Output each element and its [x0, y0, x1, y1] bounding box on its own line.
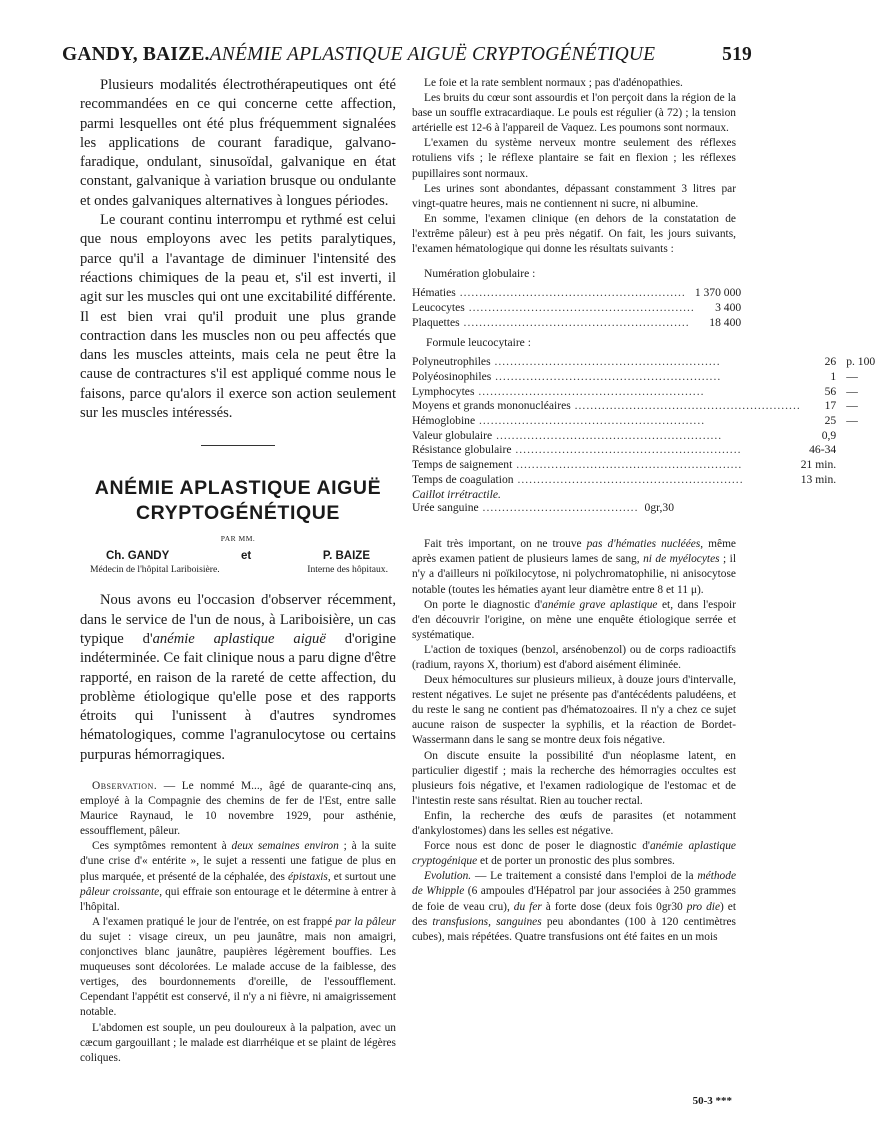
- observation-paragraph: A l'examen pratiqué le jour de l'entrée, on est frappé par la pâleur du sujet : visage cireux, un peu jaunâtre, mais non amaigri, conjonctives blanc jaunâtre, paupières légèrement bouffies. Les muqueuses sont décolorées. Le malade accuse de la faiblesse, des vertiges, des bourdonnements d'oreille, de l'essoufflement. Cependant l'appétit est conservé, il n'y a ni fièvre, ni amaigrissement notable.: [80, 915, 396, 1019]
- lab-row: Urée sanguine ........................................ 0gr,30: [412, 501, 736, 516]
- clinical-paragraph: Les urines sont abondantes, dépassant constamment 3 litres par vingt-quatre heures, mais ne contiennent ni sucre, ni albumine.: [412, 182, 736, 210]
- lab-row: Lymphocytes .......................................................... 56 —: [412, 385, 875, 400]
- lab-unit: [747, 316, 751, 331]
- lab-unit: —: [846, 399, 858, 413]
- lab-value: 1 370 000: [694, 286, 742, 300]
- lab-name: Temps de coagulation: [412, 472, 514, 486]
- author-gandy: Ch. GANDY: [106, 550, 170, 563]
- lab-unit: [842, 458, 875, 473]
- uree-table: [412, 501, 736, 516]
- lab-row: Moyens et grands mononucléaires .......................................................... 17 —: [412, 399, 875, 414]
- lab-row: Résistance globulaire .......................................................... 46-34: [412, 443, 875, 458]
- intro-paragraph: Plusieurs modalités électrothérapeutiques ont été recommandées en ce qui concerne cette affection, parmi lesquelles ont été plus fréquemment signalées les applications de courant faradique, galvano-faradique, ondulant, sinusoïdal, galvanique en état constant, galvanique à variation brusque ou ondulante et ondes galvaniques alternatives à longues périodes.: [80, 77, 396, 209]
- formule-table: [412, 355, 875, 487]
- lab-name: Leucocytes: [412, 300, 465, 314]
- authors-row: [80, 550, 396, 562]
- lab-name: Moyens et grands mononucléaires: [412, 399, 571, 413]
- lab-value: 56: [824, 384, 837, 398]
- diagnosis-paragraph: On porte le diagnostic d'anémie grave aplastique et, dans l'espoir d'en découvrir l'origine, on mène une enquête étiologique serrée et systématique.: [412, 598, 736, 641]
- lab-value: 17: [824, 399, 837, 413]
- lab-name: Plaquettes: [412, 315, 460, 329]
- lab-value: 0,9: [821, 428, 837, 442]
- observation-paragraph: Observation. — Le nommé M..., âgé de quarante-cinq ans, employé à la Compagnie des chemins de fer de l'Est, entre salle Maurice Raynaud, le 10 novembre 1929, pour asthénie, essoufflement, pâleur.: [80, 780, 396, 838]
- numeration-title: Numération globulaire :: [424, 267, 536, 281]
- lab-value: 18 400: [709, 315, 742, 329]
- observation-paragraph: Ces symptômes remontent à deux semaines environ ; à la suite d'une crise d'« entérite », le sujet a ressenti une fatigue de plus en plus marquée, et présenté de la céphalée, des épistaxis, et surtout une pâleur croissante, qui effraie son entourage et le détermine à entrer à l'hôpital.: [80, 840, 397, 913]
- lab-name: Urée sanguine: [412, 500, 479, 514]
- clinical-paragraph: Les bruits du cœur sont assourdis et l'on perçoit dans la région de la base un souffle extracardiaque. Le pouls est régulier (à 72) ; la tension artérielle est 12-6 à l'appareil de Vaquez. Les poumons sont normaux.: [412, 92, 736, 135]
- lab-value: 13 min.: [800, 472, 837, 486]
- lab-name: Résistance globulaire: [412, 443, 512, 457]
- lab-row: Leucocytes .......................................................... 3 400: [412, 301, 751, 316]
- lab-name: Lymphocytes: [412, 384, 475, 398]
- numeration-table: [412, 286, 751, 330]
- lab-name: Polyéosinophiles: [412, 369, 492, 383]
- lab-value: 3 400: [715, 300, 742, 314]
- finding-paragraph: Fait très important, on ne trouve pas d'hématies nucléées, même après examen patient de plusieurs lames de sang, ni de myélocytes ; il n'y a d'ailleurs ni poïkilocytose, ni polychromatophilie, ni anisocytose notable (toutes les hématies ayant leur diamètre entre 8 et 11 μ).: [412, 538, 736, 596]
- etiology-paragraph: Enfin, la recherche des œufs de parasites (et notamment d'ankylostomes) dans les selles est négative.: [412, 809, 736, 838]
- lab-row: Hématies .......................................................... 1 370 000: [412, 286, 751, 301]
- lab-unit: [842, 443, 875, 458]
- lab-row: Polyneutrophiles .......................................................... 26 p. 100: [412, 355, 875, 369]
- page-number: 519: [722, 44, 752, 65]
- lab-unit: [680, 501, 736, 516]
- lab-row: Temps de saignement .......................................................... 21 min.: [412, 458, 875, 473]
- lab-name: Polyneutrophiles: [412, 355, 491, 369]
- affiliation-baize: Interne des hôpitaux.: [307, 564, 388, 576]
- author-baize: P. BAIZE: [322, 550, 370, 563]
- lab-value: 26: [824, 355, 837, 369]
- observation-paragraph: L'abdomen est souple, un peu douloureux à la palpation, avec un cæcum gargouillant ; le malade est diarrhéique et se plaint de légères coliques.: [80, 1021, 396, 1064]
- lab-row: Plaquettes .......................................................... 18 400: [412, 316, 751, 331]
- lab-row: Temps de coagulation .......................................................... 13 min.: [412, 473, 875, 488]
- section-divider: [201, 445, 275, 446]
- intro-paragraph: Le courant continu interrompu et rythmé est celui que nous employons avec les petits paralytiques, parce qu'il a l'avantage de diminuer l'intensité des réactions chimiques de la peau et, s'il est inverti, il agit sur les muscles qui ont une excitabilité différente. Il est bien vrai qu'il produit une plus grande contraction dans les muscles non ou peu affectés que dans les muscles atteints, mais cela ne peut être la cause de contractures s'il est appliqué comme nous le faisons, parce qu'alors il exerce son action seulement sur les muscles intéressés.: [80, 212, 396, 422]
- lab-value: 0gr,30: [644, 500, 674, 514]
- running-head-title: ANÉMIE APLASTIQUE AIGUË CRYPTOGÉNÉTIQUE: [209, 44, 656, 65]
- lab-name: Hématies: [412, 286, 456, 300]
- lab-row: Valeur globulaire .......................................................... 0,9: [412, 429, 875, 444]
- running-head: [62, 44, 752, 66]
- affiliation-gandy: Médecin de l'hôpital Lariboisière.: [90, 564, 220, 576]
- lab-row: Hémoglobine .......................................................... 25 —: [412, 414, 875, 429]
- lab-value: 21 min.: [800, 458, 837, 472]
- lab-value: 1: [830, 369, 837, 383]
- lead-paragraph: Nous avons eu l'occasion d'observer récemment, dans le service de l'un de nous, à Lariboisière, un cas typique d'anémie aplastique aiguë d'origine indéterminée. Ce fait clinique nous a paru digne d'être rapporté, en raison de la rareté de cette affection, du problème étiologique qu'elle pose et des rapports étroits qui l'unissent à d'autres syndromes hématologiques, comme l'agranulocytose ou certains purpuras hémorragiques.: [80, 592, 397, 763]
- etiology-paragraph: L'action de toxiques (benzol, arsénobenzol) ou de corps radioactifs (radium, rayons X, thorium) est d'abord aisément éliminée.: [412, 643, 736, 672]
- printer-signature: 50-3 ***: [692, 1095, 732, 1107]
- clinical-paragraph: L'examen du système nerveux montre seulement des réflexes rotuliens vifs ; le réflexe plantaire se fait en flexion ; les réflexes pupillaires sont normaux.: [412, 137, 736, 180]
- caillot-note: Caillot irrétractile.: [412, 487, 501, 501]
- par-mm: PAR MM.: [220, 534, 256, 544]
- lab-unit: —: [846, 384, 858, 398]
- observation-label: Observation.: [92, 780, 158, 793]
- formule-title: Formule leucocytaire :: [426, 336, 531, 350]
- lab-unit: —: [846, 414, 858, 428]
- lab-name: Hémoglobine: [412, 414, 476, 428]
- article-title-line2: CRYPTOGÉNÉTIQUE: [135, 502, 341, 525]
- article-title-line1: ANÉMIE APLASTIQUE AIGUË: [94, 477, 382, 500]
- affiliations-row: [80, 562, 396, 575]
- lab-unit: —: [846, 369, 858, 383]
- lab-name: Temps de saignement: [412, 458, 513, 472]
- etiology-paragraph: On discute ensuite la possibilité d'un néoplasme latent, en particulier digestif ; mais la recherche des hémorragies occultes est plusieurs fois négative, et l'examen radiologique de l'estomac et de l'intestin reste sans résultat. Rien au toucher rectal.: [412, 749, 736, 807]
- lab-unit: p. 100: [846, 355, 875, 369]
- lab-row: Polyéosinophiles .......................................................... 1 —: [412, 370, 875, 385]
- running-head-authors: GANDY, BAIZE.: [62, 44, 210, 65]
- clinical-paragraph: En somme, l'examen clinique (en dehors de la constatation de l'extrême pâleur) est à peu près négatif. On fait, les jours suivants, l'examen hématologique qui donne les résultats suivants :: [412, 212, 736, 256]
- clinical-paragraph: Le foie et la rate semblent normaux ; pas d'adénopathies.: [424, 77, 683, 89]
- etiology-paragraph: Deux hémocultures sur plusieurs milieux, à douze jours d'intervalle, restent négatives. Le sujet ne présente pas d'antécédents paludéens, et du reste le sang ne contient pas d'hématozoaires. Il n'y a chez ce sujet aucune raison de suspecter la syphilis, et la réaction de Bordet-Wassermann dans le sang se montre deux fois négative.: [412, 674, 736, 747]
- lab-unit: [842, 429, 875, 444]
- lab-unit: [842, 473, 875, 488]
- diagnosis-paragraph: Force nous est donc de poser le diagnostic d'anémie aplastique cryptogénique et de porter un pronostic des plus sombres.: [412, 840, 736, 868]
- lab-name: Valeur globulaire: [412, 428, 493, 442]
- evolution-paragraph: Evolution. — Le traitement a consisté dans l'emploi de la méthode de Whipple (6 ampoules d'Hépatrol par jour associées à 250 grammes de foie de veau cru), du fer à forte dose (deux fois 0gr30 pro die) et des transfusions, sanguines peu abondantes (100 à 120 centimètres cubes), mais répétées. Quatre transfusions ont été faites en un mois: [412, 870, 736, 943]
- lab-value: 25: [824, 414, 837, 428]
- lab-unit: [747, 301, 751, 316]
- lab-unit: [747, 286, 751, 301]
- author-conjunction: et: [240, 550, 252, 563]
- right-column: [412, 76, 875, 945]
- evolution-label: Evolution.: [424, 870, 472, 883]
- left-column: [80, 76, 396, 1066]
- lab-value: 46-34: [809, 443, 837, 457]
